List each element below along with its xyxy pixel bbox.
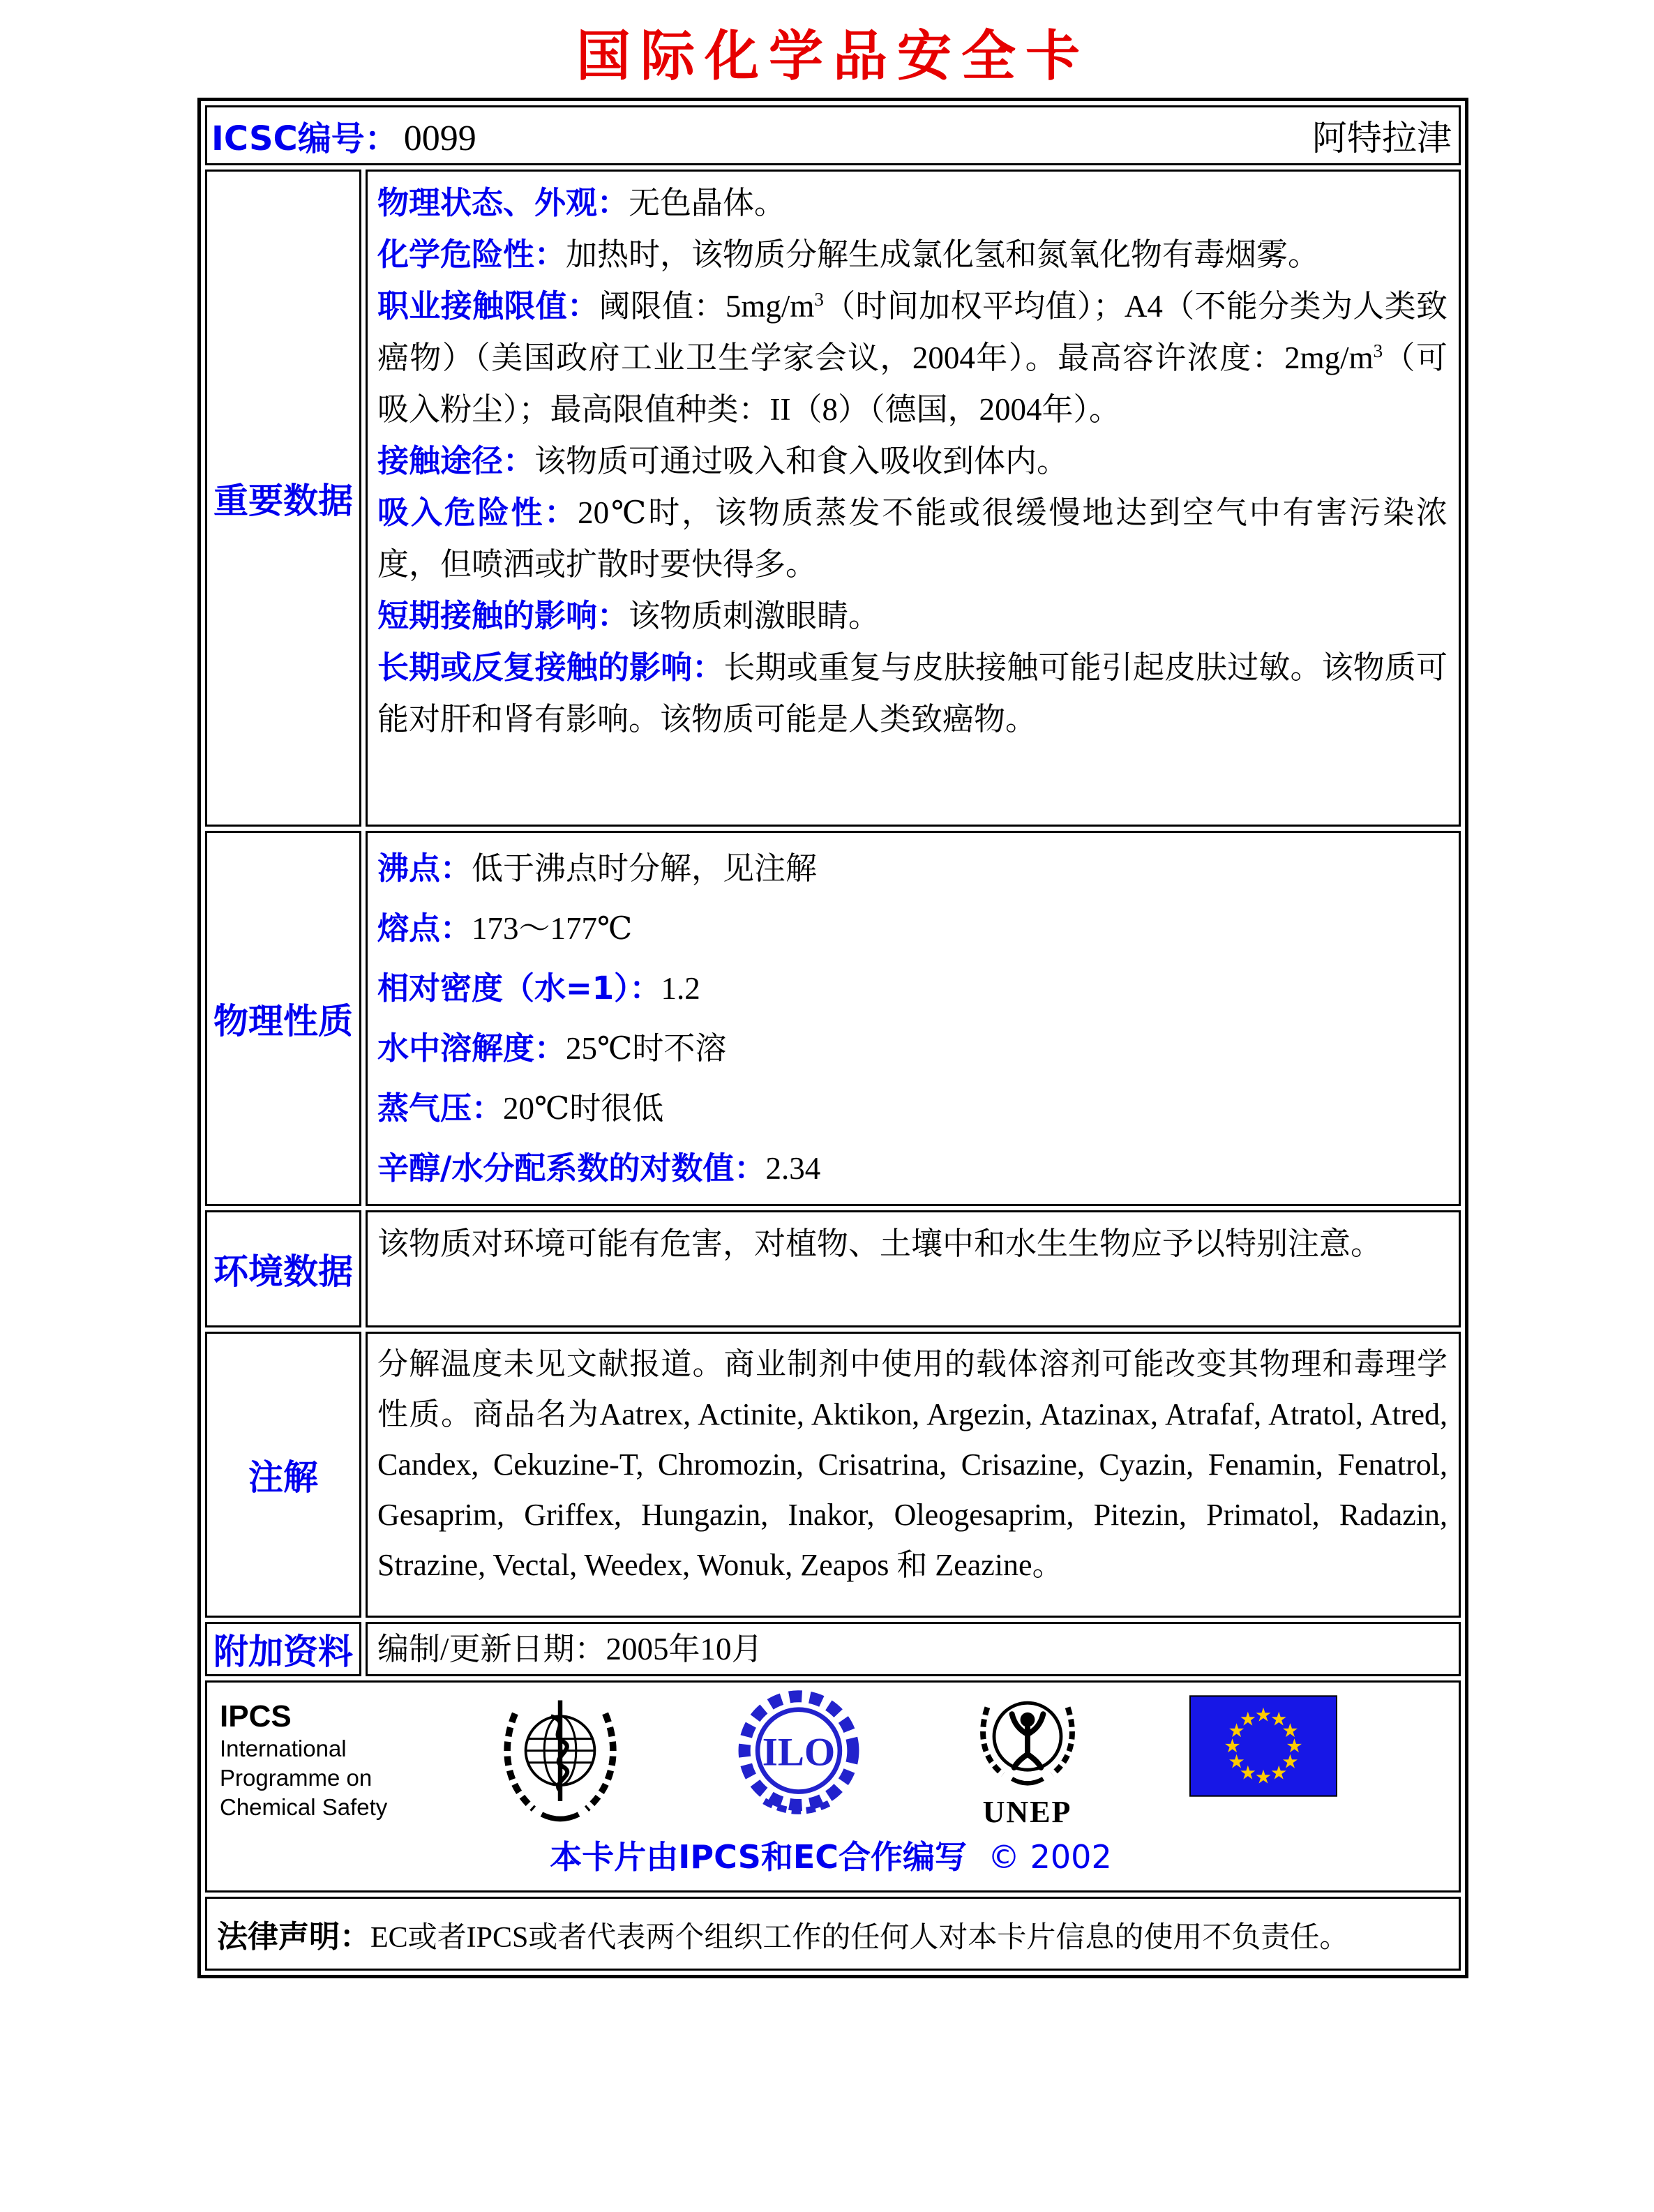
ipcs-block: IPCS International Programme on Chemical Safety (220, 1699, 388, 1820)
important-item: 吸入危险性：20℃时，该物质蒸发不能或很缓慢地达到空气中有害污染浓度，但喷洒或扩散时要快得多。 (377, 494, 1448, 582)
physical-properties-row (205, 831, 1461, 1206)
important-data-row (205, 170, 1461, 827)
physical-item: 蒸气压：20℃时很低 (377, 1090, 664, 1127)
notes-content (366, 1332, 1461, 1618)
icsc-number-value: 0099 (403, 118, 476, 158)
section-label-physical-properties: 物理性质 (205, 831, 361, 1206)
eu-star: ★ (1228, 1751, 1245, 1773)
icsc-card-table (197, 98, 1468, 1978)
physical-item: 辛醇/水分配系数的对数值：2.34 (377, 1150, 821, 1187)
physical-item: 熔点：173～177℃ (377, 910, 633, 947)
eu-star: ★ (1239, 1762, 1256, 1784)
svg-text:ILO: ILO (762, 1730, 836, 1775)
important-item: 接触途径：该物质可通过吸入和食入吸收到体内。 (377, 442, 1069, 479)
important-data-content (366, 170, 1461, 827)
copyright-text: © 2002 (988, 1838, 1112, 1876)
icsc-number-group (211, 112, 476, 160)
physical-item: 相对密度（水=1）：1.2 (377, 970, 700, 1007)
ilo-logo-icon (732, 1690, 865, 1829)
important-item: 物理状态、外观：无色晶体。 (377, 184, 786, 221)
legal-row (205, 1897, 1461, 1971)
legal-text: EC或者IPCS或者代表两个组织工作的任何人对本卡片信息的使用不负责任。 (370, 1922, 1349, 1954)
header-row (205, 105, 1461, 165)
chemical-name: 阿特拉津 (1312, 119, 1452, 158)
section-label-important-data: 重要数据 (205, 170, 361, 827)
additional-info-row (205, 1622, 1461, 1676)
who-logo-icon (494, 1690, 626, 1829)
notes-text: 分解温度未见文献报道。商业制剂中使用的载体溶剂可能改变其物理和毒理学性质。商品名为Aatrex, Actinite, Aktikon, Argezin, Atazinax, Atrafaf, Atratol, Atred, Candex, Cekuzine-T, Chromozin, Crisatrina, Crisazine, Cyazin, Fenamin, Fenatrol, Gesaprim, Griffex, Hungazin, Inakor, Oleogesaprim, Pitezin, Primatol, Radazin, Strazine, Vectal, Weedex, Wonuk, Zeapos 和 Zeazine。 (377, 1347, 1448, 1582)
eu-star: ★ (1224, 1736, 1241, 1758)
eu-flag-icon (1189, 1695, 1337, 1797)
environmental-text: 该物质对环境可能有危害，对植物、土壤中和水生生物应予以特别注意。 (377, 1226, 1383, 1261)
physical-item: 水中溶解度：25℃时不溶 (377, 1030, 727, 1067)
physical-properties-content (366, 831, 1461, 1206)
icsc-number-label: ICSC编号： (211, 119, 398, 158)
credit-line (220, 1832, 1442, 1878)
eu-star: ★ (1281, 1720, 1299, 1742)
environmental-data-row (205, 1210, 1461, 1327)
eu-star: ★ (1270, 1708, 1288, 1731)
eu-star: ★ (1239, 1708, 1256, 1731)
unep-label: UNEP (982, 1795, 1072, 1829)
logos-row (205, 1680, 1461, 1893)
eu-star: ★ (1286, 1736, 1303, 1758)
notes-row (205, 1332, 1461, 1618)
additional-info-content (366, 1622, 1461, 1676)
eu-star: ★ (1281, 1751, 1299, 1773)
update-date-text: 编制/更新日期：2005年10月 (377, 1632, 763, 1666)
eu-star: ★ (1270, 1762, 1288, 1784)
section-label-additional-info: 附加资料 (205, 1622, 361, 1676)
unep-logo-icon (972, 1690, 1083, 1801)
legal-label: 法律声明： (217, 1919, 370, 1955)
eu-star: ★ (1254, 1704, 1272, 1726)
important-item: 化学危险性：加热时，该物质分解生成氯化氢和氮氧化物有毒烟雾。 (377, 236, 1320, 273)
ipcs-acronym: IPCS (220, 1699, 292, 1733)
section-label-notes: 注解 (205, 1332, 361, 1618)
eu-star: ★ (1228, 1720, 1245, 1742)
page-title: 国际化学品安全卡 (576, 24, 1090, 88)
physical-item: 沸点：低于沸点时分解，见注解 (377, 850, 818, 887)
important-item: 长期或反复接触的影响：长期或重复与皮肤接触可能引起皮肤过敏。该物质可能对肝和肾有影响。该物质可能是人类致癌物。 (377, 649, 1448, 737)
credit-text: 本卡片由IPCS和EC合作编写 (550, 1838, 968, 1876)
important-item: 职业接触限值：阈限值：$5mg/m^3$（时间加权平均值）；A4（不能分类为人类致癌物）（美国政府工业卫生学家会议，2004年）。最高容许浓度：$2mg/m^3$（可吸入粉尘）；最高限值种类：II（8）（德国，2004年）。 (377, 287, 1448, 427)
section-label-environmental-data: 环境数据 (205, 1210, 361, 1327)
eu-star: ★ (1254, 1766, 1272, 1789)
unep-block (972, 1690, 1083, 1828)
environmental-data-content (366, 1210, 1461, 1327)
important-item: 短期接触的影响：该物质刺激眼睛。 (377, 597, 880, 634)
